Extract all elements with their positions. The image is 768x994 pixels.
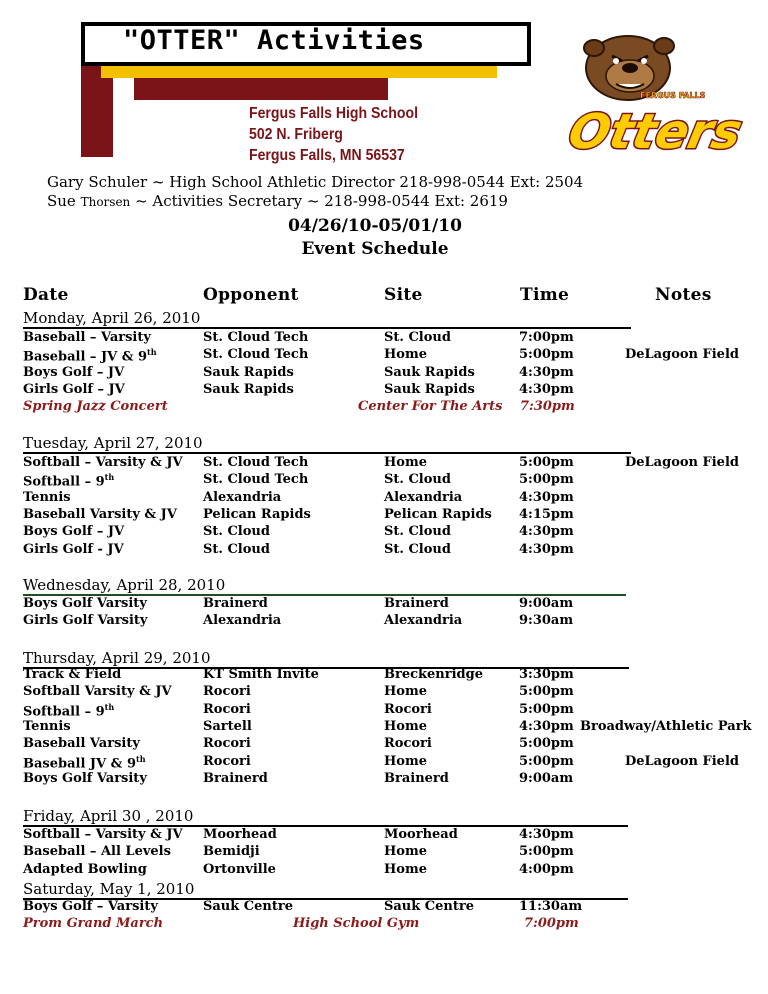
event-time bbox=[519, 524, 574, 539]
event-opponent bbox=[203, 719, 252, 734]
event-site bbox=[384, 736, 432, 751]
school-street: 502 N. Friberg bbox=[249, 126, 343, 143]
event-site-text: Brainerd bbox=[384, 596, 449, 611]
event-name bbox=[23, 702, 114, 719]
athletic-director-contact: Gary Schuler ~ High School Athletic Director 218-998-0544 Ext: 2504 bbox=[47, 173, 584, 191]
event-time bbox=[519, 472, 574, 487]
event-time-text: 7:00pm bbox=[524, 916, 579, 932]
event-time bbox=[519, 827, 574, 842]
event-time-text: 4:30pm bbox=[519, 718, 574, 734]
logo-wordmark: Otters bbox=[563, 104, 747, 160]
event-name bbox=[23, 507, 177, 522]
day-heading: Monday, April 26, 2010 bbox=[23, 309, 201, 327]
event-name-text: Track & Field bbox=[23, 667, 122, 682]
event-name bbox=[23, 684, 172, 699]
event-opponent-text: Rocori bbox=[203, 753, 251, 769]
event-name bbox=[23, 754, 146, 771]
event-notes-text: DeLagoon Field bbox=[625, 753, 739, 769]
event-row bbox=[23, 702, 763, 719]
event-row bbox=[23, 455, 763, 472]
column-header-site: Site bbox=[384, 285, 423, 305]
event-site-text: St. Cloud bbox=[384, 541, 451, 557]
event-name-text: Baseball – Varsity bbox=[23, 330, 151, 345]
event-time bbox=[519, 862, 574, 877]
event-opponent-text: St. Cloud Tech bbox=[203, 455, 309, 470]
event-row bbox=[23, 916, 763, 933]
event-opponent-text: Brainerd bbox=[203, 770, 268, 786]
event-opponent bbox=[203, 596, 268, 611]
event-site-text: Home bbox=[384, 347, 427, 363]
school-name: Fergus Falls High School bbox=[249, 105, 418, 122]
event-site-text: Sauk Rapids bbox=[384, 381, 475, 397]
event-opponent-text: St. Cloud Tech bbox=[203, 330, 309, 345]
event-site-text: Home bbox=[384, 455, 427, 470]
event-time-text: 9:00am bbox=[519, 770, 574, 786]
column-header-notes: Notes bbox=[655, 285, 712, 305]
event-name bbox=[23, 771, 147, 786]
event-time-text: 4:30pm bbox=[519, 489, 574, 505]
event-opponent-text: Sauk Rapids bbox=[203, 364, 294, 380]
event-time bbox=[519, 899, 582, 914]
event-site bbox=[384, 754, 427, 769]
event-site bbox=[384, 613, 462, 628]
event-time-text: 11:30am bbox=[519, 899, 583, 914]
column-header-opponent: Opponent bbox=[203, 285, 299, 305]
event-time bbox=[519, 330, 574, 345]
event-name-text: Adapted Bowling bbox=[23, 861, 147, 877]
event-time-text: 7:00pm bbox=[519, 330, 574, 345]
event-opponent-text: Alexandria bbox=[203, 489, 282, 505]
event-time bbox=[519, 382, 574, 397]
event-site-text: Sauk Rapids bbox=[384, 364, 475, 380]
event-notes bbox=[580, 719, 752, 734]
event-time-text: 5:00pm bbox=[519, 684, 574, 700]
event-site bbox=[384, 596, 449, 611]
event-time bbox=[519, 702, 574, 717]
event-opponent-text: Rocori bbox=[203, 701, 251, 717]
event-name-text: Baseball JV & 9 bbox=[23, 755, 136, 771]
event-time-text: 5:00pm bbox=[519, 455, 574, 470]
event-time-text: 9:00am bbox=[519, 596, 574, 611]
event-time-text: 4:00pm bbox=[519, 861, 574, 877]
event-opponent bbox=[203, 684, 251, 699]
event-name-text: Softball – 9 bbox=[23, 474, 105, 490]
event-opponent bbox=[203, 827, 277, 842]
event-opponent-text: Rocori bbox=[203, 736, 251, 752]
event-site bbox=[384, 330, 451, 345]
logo-subtext: FERGUS FALLS bbox=[640, 91, 706, 100]
page-title: "OTTER" Activities bbox=[123, 25, 425, 56]
event-opponent bbox=[203, 472, 308, 487]
event-site bbox=[384, 844, 427, 859]
event-opponent-text: St. Cloud bbox=[203, 541, 270, 557]
event-site bbox=[384, 490, 462, 505]
event-name bbox=[23, 827, 183, 842]
event-site bbox=[384, 347, 427, 362]
column-header-time: Time bbox=[520, 285, 570, 305]
event-opponent-text: Pelican Rapids bbox=[203, 506, 311, 522]
event-name bbox=[23, 719, 71, 734]
event-row bbox=[23, 736, 763, 753]
event-opponent-text: Sartell bbox=[203, 718, 252, 734]
event-row bbox=[23, 899, 763, 916]
school-address bbox=[249, 103, 418, 166]
event-name bbox=[23, 844, 171, 859]
event-opponent bbox=[203, 382, 294, 397]
school-city: Fergus Falls, MN 56537 bbox=[249, 147, 405, 164]
event-opponent bbox=[203, 667, 319, 682]
event-name-text: Softball – Varsity & JV bbox=[23, 827, 183, 842]
event-opponent bbox=[203, 736, 251, 751]
event-site bbox=[384, 524, 451, 539]
event-site-text: Home bbox=[384, 684, 427, 700]
event-site-text: Pelican Rapids bbox=[384, 506, 492, 522]
event-name-text: Softball – Varsity & JV bbox=[23, 455, 183, 470]
event-opponent bbox=[203, 771, 268, 786]
event-name-text: Baseball – All Levels bbox=[23, 844, 171, 860]
event-site-text: Home bbox=[384, 861, 427, 877]
event-site-text: St. Cloud bbox=[384, 472, 451, 488]
day-heading: Friday, April 30 , 2010 bbox=[23, 807, 194, 825]
event-site bbox=[384, 827, 458, 842]
event-time bbox=[519, 719, 574, 734]
event-notes bbox=[625, 347, 739, 362]
event-name-text: Prom Grand March bbox=[23, 916, 164, 932]
event-name-text: Baseball Varsity & JV bbox=[23, 506, 177, 522]
secretary-contact bbox=[47, 192, 508, 210]
event-opponent bbox=[203, 899, 293, 914]
event-name bbox=[23, 330, 151, 345]
event-site bbox=[384, 899, 474, 914]
event-row bbox=[23, 382, 763, 399]
event-time bbox=[519, 490, 574, 505]
event-site bbox=[384, 702, 432, 717]
event-name bbox=[23, 382, 125, 397]
event-row bbox=[23, 542, 763, 559]
event-opponent-text: Sauk Rapids bbox=[203, 381, 294, 397]
otters-logo bbox=[563, 28, 747, 168]
day-divider bbox=[23, 327, 631, 329]
event-name-text: Softball Varsity & JV bbox=[23, 684, 172, 700]
secretary-first-name: Sue bbox=[47, 192, 81, 210]
ordinal-suffix: th bbox=[104, 472, 115, 483]
event-time-text: 4:30pm bbox=[519, 381, 574, 397]
event-time bbox=[519, 347, 574, 362]
event-time-text: 4:30pm bbox=[519, 524, 574, 540]
event-opponent bbox=[203, 365, 294, 380]
event-site-text: Home bbox=[384, 844, 427, 860]
ordinal-suffix: th bbox=[147, 347, 157, 358]
date-range: 04/26/10-05/01/10 bbox=[288, 216, 462, 236]
event-opponent bbox=[203, 542, 270, 557]
event-time-text: 5:00pm bbox=[519, 753, 574, 769]
event-name bbox=[23, 455, 183, 470]
header-gold-bar-shade bbox=[101, 66, 497, 78]
event-site bbox=[384, 472, 451, 487]
event-row bbox=[23, 347, 763, 364]
event-time-text: 7:30pm bbox=[520, 399, 575, 415]
event-time-text: 5:00pm bbox=[519, 844, 574, 860]
event-row bbox=[23, 827, 763, 844]
event-time-text: 4:15pm bbox=[519, 506, 574, 522]
event-opponent bbox=[203, 844, 260, 859]
event-opponent bbox=[203, 507, 311, 522]
event-time bbox=[519, 771, 573, 786]
event-opponent-text: St. Cloud Tech bbox=[203, 347, 309, 363]
event-time bbox=[519, 455, 574, 470]
event-name-text: Baseball – JV & 9 bbox=[23, 349, 148, 365]
event-site bbox=[384, 667, 483, 682]
event-site bbox=[358, 399, 502, 414]
event-opponent bbox=[203, 862, 276, 877]
event-name-text: Baseball Varsity bbox=[23, 736, 140, 752]
event-opponent bbox=[203, 702, 251, 717]
event-site-text: Home bbox=[384, 753, 427, 769]
event-name-text: Tennis bbox=[23, 718, 71, 734]
event-row bbox=[23, 365, 763, 382]
event-notes-text: DeLagoon Field bbox=[625, 347, 739, 363]
event-site bbox=[384, 719, 427, 734]
event-site bbox=[293, 916, 419, 931]
event-site bbox=[384, 771, 449, 786]
event-time-text: 5:00pm bbox=[519, 472, 574, 488]
event-site-text: Sauk Centre bbox=[384, 899, 474, 914]
event-time bbox=[519, 596, 573, 611]
event-opponent bbox=[203, 754, 251, 769]
event-name bbox=[23, 613, 147, 628]
event-time bbox=[520, 399, 575, 414]
event-notes-text: Broadway/Athletic Park bbox=[580, 718, 752, 734]
event-time-text: 3:30pm bbox=[519, 667, 574, 682]
event-name-text: Tennis bbox=[23, 489, 71, 505]
event-time bbox=[519, 844, 574, 859]
event-opponent bbox=[203, 490, 281, 505]
event-name bbox=[23, 365, 124, 380]
event-time bbox=[519, 507, 574, 522]
event-time bbox=[519, 542, 574, 557]
event-opponent-text: Sauk Centre bbox=[203, 899, 293, 914]
event-row bbox=[23, 667, 763, 684]
event-time-text: 9:30am bbox=[519, 613, 574, 629]
event-name bbox=[23, 472, 114, 489]
event-site-text: Home bbox=[384, 718, 427, 734]
event-name bbox=[23, 736, 140, 751]
event-time bbox=[519, 613, 573, 628]
event-opponent bbox=[203, 524, 270, 539]
event-opponent bbox=[203, 347, 308, 362]
event-notes bbox=[625, 754, 739, 769]
event-row bbox=[23, 862, 763, 879]
header-maroon-band bbox=[134, 76, 388, 100]
event-name-text: Girls Golf - JV bbox=[23, 541, 124, 557]
event-time-text: 5:00pm bbox=[519, 701, 574, 717]
event-site bbox=[384, 507, 492, 522]
ordinal-suffix: th bbox=[104, 701, 115, 712]
event-row bbox=[23, 771, 763, 788]
event-site bbox=[384, 382, 475, 397]
event-opponent bbox=[203, 455, 308, 470]
event-name-text: Softball – 9 bbox=[23, 703, 105, 719]
event-site-text: Alexandria bbox=[384, 489, 463, 505]
event-opponent bbox=[203, 330, 308, 345]
event-row bbox=[23, 524, 763, 541]
event-name-text: Girls Golf – JV bbox=[23, 381, 125, 397]
event-row bbox=[23, 596, 763, 613]
ordinal-suffix: th bbox=[136, 753, 146, 764]
event-site-text: Rocori bbox=[384, 701, 432, 717]
event-name bbox=[23, 596, 147, 611]
day-heading: Wednesday, April 28, 2010 bbox=[23, 576, 226, 594]
event-opponent-text: St. Cloud bbox=[203, 524, 270, 540]
day-heading: Saturday, May 1, 2010 bbox=[23, 880, 195, 898]
event-notes-text: DeLagoon Field bbox=[625, 455, 739, 470]
event-site bbox=[384, 365, 475, 380]
event-site-text: Alexandria bbox=[384, 613, 463, 629]
event-site bbox=[384, 684, 427, 699]
event-time bbox=[519, 365, 574, 380]
event-row bbox=[23, 490, 763, 507]
event-opponent-text: Bemidji bbox=[203, 844, 260, 860]
event-name-text: Boys Golf – JV bbox=[23, 364, 125, 380]
event-site-text: Breckenridge bbox=[384, 667, 483, 682]
event-notes bbox=[625, 455, 739, 470]
event-time bbox=[519, 684, 574, 699]
event-row bbox=[23, 684, 763, 701]
event-time bbox=[524, 916, 579, 931]
secretary-surname: Thorsen bbox=[80, 195, 131, 209]
event-row bbox=[23, 613, 763, 630]
event-name-text: Boys Golf – JV bbox=[23, 524, 125, 540]
event-name-text: Girls Golf Varsity bbox=[23, 613, 148, 629]
event-opponent-text: Rocori bbox=[203, 684, 251, 700]
event-site-text: Moorhead bbox=[384, 827, 458, 842]
event-name-text: Spring Jazz Concert bbox=[23, 399, 168, 415]
event-time-text: 4:30pm bbox=[519, 541, 574, 557]
event-site-text: Rocori bbox=[384, 736, 432, 752]
event-site-text: St. Cloud bbox=[384, 330, 451, 345]
event-opponent-text: Ortonville bbox=[203, 861, 276, 877]
event-name bbox=[23, 667, 121, 682]
secretary-details: ~ Activities Secretary ~ 218-998-0544 Ext: 2619 bbox=[130, 192, 508, 210]
event-name-text: Boys Golf Varsity bbox=[23, 770, 147, 786]
event-opponent-text: Moorhead bbox=[203, 827, 277, 842]
event-site-text: High School Gym bbox=[293, 916, 420, 932]
event-name bbox=[23, 399, 168, 414]
event-opponent-text: Brainerd bbox=[203, 596, 268, 611]
event-site-text: Brainerd bbox=[384, 770, 449, 786]
event-site-text: Center For The Arts bbox=[358, 399, 503, 415]
event-name-text: Boys Golf – Varsity bbox=[23, 899, 158, 914]
event-time-text: 5:00pm bbox=[519, 736, 574, 752]
event-opponent-text: St. Cloud Tech bbox=[203, 472, 309, 488]
event-time-text: 4:30pm bbox=[519, 364, 574, 380]
event-site bbox=[384, 862, 427, 877]
event-time-text: 4:30pm bbox=[519, 827, 574, 842]
event-opponent-text: Alexandria bbox=[203, 613, 282, 629]
event-name bbox=[23, 542, 124, 557]
schedule-subtitle: Event Schedule bbox=[301, 239, 449, 259]
event-row bbox=[23, 719, 763, 736]
event-opponent-text: KT Smith Invite bbox=[203, 667, 319, 682]
event-opponent bbox=[203, 613, 281, 628]
day-heading: Thursday, April 29, 2010 bbox=[23, 649, 211, 667]
event-name bbox=[23, 862, 147, 877]
event-row bbox=[23, 330, 763, 347]
event-row bbox=[23, 399, 763, 416]
event-time bbox=[519, 667, 574, 682]
event-name-text: Boys Golf Varsity bbox=[23, 596, 147, 611]
event-time-text: 5:00pm bbox=[519, 347, 574, 363]
event-name bbox=[23, 347, 157, 364]
event-row bbox=[23, 844, 763, 861]
event-row bbox=[23, 472, 763, 489]
event-row bbox=[23, 754, 763, 771]
column-header-date: Date bbox=[23, 285, 69, 305]
event-name bbox=[23, 916, 163, 931]
event-name bbox=[23, 490, 71, 505]
event-site bbox=[384, 542, 451, 557]
event-site bbox=[384, 455, 427, 470]
event-time bbox=[519, 754, 574, 769]
event-time bbox=[519, 736, 574, 751]
day-divider bbox=[23, 452, 631, 454]
event-row bbox=[23, 507, 763, 524]
event-name bbox=[23, 524, 124, 539]
event-site-text: St. Cloud bbox=[384, 524, 451, 540]
day-heading: Tuesday, April 27, 2010 bbox=[23, 434, 203, 452]
event-name bbox=[23, 899, 158, 914]
